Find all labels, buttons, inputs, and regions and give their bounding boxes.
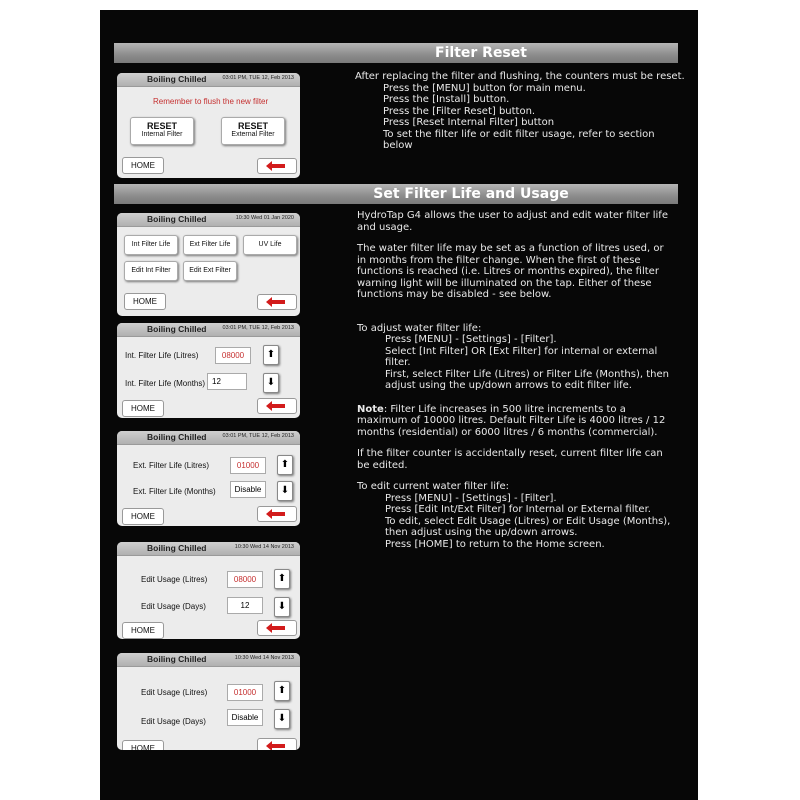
months-value[interactable]: Disable xyxy=(230,481,266,498)
screen-time: 03:01 PM, TUE 12, Feb 2013 xyxy=(222,75,294,81)
uv-life-button[interactable]: UV Life xyxy=(243,235,297,255)
screen-ext-filter-life xyxy=(117,431,300,526)
screen-filter-reset xyxy=(117,73,300,178)
reset-step: Press the [Filter Reset] button. xyxy=(383,105,536,117)
int-filter-life-button[interactable]: Int Filter Life xyxy=(124,235,178,255)
reset-external-button[interactable] xyxy=(221,117,285,145)
screen-time: 03:01 PM, TUE 12, Feb 2013 xyxy=(222,325,294,331)
screen-int-filter-life xyxy=(117,323,300,418)
edit-step: To edit, select Edit Usage (Litres) or Edit Usage (Months), then adjust using the up/down arrows. xyxy=(385,515,671,538)
home-button[interactable]: HOME xyxy=(122,157,164,174)
home-button[interactable]: HOME xyxy=(122,400,164,417)
litres-label: Int. Filter Life (Litres) xyxy=(125,351,199,360)
edit-title: To edit current water filter life: xyxy=(357,481,510,492)
months-value[interactable]: 12 xyxy=(207,373,247,390)
back-button[interactable] xyxy=(257,294,297,310)
litres-label: Edit Usage (Litres) xyxy=(141,575,208,584)
section-title: Set Filter Life and Usage xyxy=(373,186,569,202)
back-button[interactable] xyxy=(257,738,297,750)
screen-title: Boiling Chilled xyxy=(147,324,207,334)
button-sub: External Filter xyxy=(231,131,275,138)
button-sub: Internal Filter xyxy=(141,131,183,138)
screen-edit-ext-usage xyxy=(117,653,300,750)
back-arrow-icon xyxy=(271,744,285,748)
edit-step: Press [HOME] to return to the Home screen. xyxy=(385,538,605,550)
days-value[interactable]: Disable xyxy=(227,709,263,726)
screen-title: Boiling Chilled xyxy=(147,74,207,84)
edit-int-filter-button[interactable]: Edit Int Filter xyxy=(124,261,178,281)
section-banner-filter-reset xyxy=(114,43,678,63)
edit-ext-filter-button[interactable]: Edit Ext Filter xyxy=(183,261,237,281)
home-button[interactable]: HOME xyxy=(122,508,164,525)
edit-step: Press [MENU] - [Settings] - [Filter]. xyxy=(385,492,557,504)
back-button[interactable] xyxy=(257,158,297,174)
back-arrow-icon xyxy=(271,626,285,630)
section-banner-filter-life xyxy=(114,184,678,204)
life-description: The water filter life may be set as a function of litres used, or in months from the filter change. When the first of these functions is reached (i.e. Litres or months expired), the filter warning light will be illuminated on the tap. Either of these functions may be disabled - see below. xyxy=(357,243,664,300)
note xyxy=(357,404,675,439)
adjust-step: First, select Filter Life (Litres) or Filter Life (Months), then adjust using the up/down arrows to edit filter life. xyxy=(385,368,669,391)
litres-label: Edit Usage (Litres) xyxy=(141,688,208,697)
screen-title: Boiling Chilled xyxy=(147,432,207,442)
days-value[interactable]: 12 xyxy=(227,597,263,614)
litres-value: 08000 xyxy=(227,571,263,588)
note-label: Note xyxy=(357,403,384,415)
screen-title: Boiling Chilled xyxy=(147,654,207,664)
back-arrow-icon xyxy=(271,404,285,408)
screen-time: 10:30 Wed 14 Nov 2013 xyxy=(234,544,294,550)
down-arrow-icon[interactable]: ⬇ xyxy=(277,481,293,501)
adjust-step: Press [MENU] - [Settings] - [Filter]. xyxy=(385,334,557,345)
up-arrow-icon[interactable]: ⬆ xyxy=(274,681,290,701)
months-label: Ext. Filter Life (Months) xyxy=(133,487,216,496)
life-intro: HydroTap G4 allows the user to adjust and edit water filter life and usage. xyxy=(357,210,668,233)
litres-value: 01000 xyxy=(230,457,266,474)
up-arrow-icon[interactable]: ⬆ xyxy=(274,569,290,589)
screen-edit-int-usage xyxy=(117,542,300,639)
litres-value: 01000 xyxy=(227,684,263,701)
screen-time: 10:30 Wed 01 Jan 2020 xyxy=(235,215,294,221)
adjust-step: Select [Int Filter] OR [Ext Filter] for internal or external filter. xyxy=(385,345,658,368)
back-arrow-icon xyxy=(271,300,285,304)
flush-reminder: Remember to flush the new filter xyxy=(153,97,269,106)
reset-step: Press [Reset Internal Filter] button xyxy=(383,117,555,128)
home-button[interactable]: HOME xyxy=(124,293,166,310)
reset-internal-button[interactable] xyxy=(130,117,194,145)
home-button[interactable]: HOME xyxy=(122,622,164,639)
litres-label: Ext. Filter Life (Litres) xyxy=(133,461,210,470)
months-label: Int. Filter Life (Months) xyxy=(125,379,206,388)
reset-step: Press the [Install] button. xyxy=(383,94,510,105)
button-main: RESET xyxy=(237,121,268,131)
up-arrow-icon[interactable]: ⬆ xyxy=(263,345,279,365)
note-text: : Filter Life increases in 500 litre increments to a maximum of 10000 litres. Default Filter Life is 4000 litres / 12 months (residential) or 6000 litres / 6 months (commercial). xyxy=(357,403,666,438)
back-button[interactable] xyxy=(257,398,297,414)
button-main: RESET xyxy=(146,121,177,131)
edit-step: Press [Edit Int/Ext Filter] for Internal or External filter. xyxy=(385,504,651,515)
up-arrow-icon[interactable]: ⬆ xyxy=(277,455,293,475)
down-arrow-icon[interactable]: ⬇ xyxy=(263,373,279,393)
home-button[interactable]: HOME xyxy=(122,740,164,750)
ext-filter-life-button[interactable]: Ext Filter Life xyxy=(183,235,237,255)
back-button[interactable] xyxy=(257,620,297,636)
screen-time: 10:30 Wed 14 Nov 2013 xyxy=(234,655,294,661)
adjust-title: To adjust water filter life: xyxy=(357,322,482,334)
screen-filter-menu xyxy=(117,213,300,316)
back-arrow-icon xyxy=(271,164,285,168)
days-label: Edit Usage (Days) xyxy=(141,717,206,726)
section-title: Filter Reset xyxy=(435,45,527,61)
reset-step: To set the filter life or edit filter usage, refer to section below xyxy=(383,128,655,151)
down-arrow-icon[interactable]: ⬇ xyxy=(274,709,290,729)
down-arrow-icon[interactable]: ⬇ xyxy=(274,597,290,617)
days-label: Edit Usage (Days) xyxy=(141,602,206,611)
back-button[interactable] xyxy=(257,506,297,522)
reset-step: Press the [MENU] button for main menu. xyxy=(383,82,586,94)
back-arrow-icon xyxy=(271,512,285,516)
life-instructions xyxy=(357,210,675,550)
reset-instructions xyxy=(355,71,685,152)
screen-title: Boiling Chilled xyxy=(147,214,207,224)
litres-value: 08000 xyxy=(215,347,251,364)
accidental-reset: If the filter counter is accidentally reset, current filter life can be edited. xyxy=(357,448,663,471)
reset-intro: After replacing the filter and flushing, the counters must be reset. xyxy=(355,71,685,82)
screen-title: Boiling Chilled xyxy=(147,543,207,553)
screen-time: 03:01 PM, TUE 12, Feb 2013 xyxy=(222,433,294,439)
